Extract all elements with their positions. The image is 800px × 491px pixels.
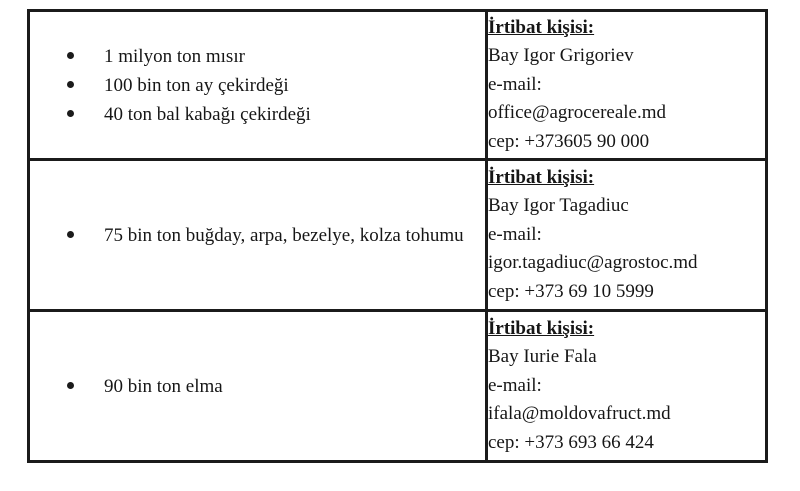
list-item xyxy=(60,221,485,250)
table-row xyxy=(29,160,767,311)
product-text: 40 ton bal kabağı çekirdeği xyxy=(104,103,311,125)
phone-number: cep: +373 69 10 5999 xyxy=(488,280,654,302)
table-row xyxy=(29,11,767,160)
list-item xyxy=(60,71,485,100)
product-text: 90 bin ton elma xyxy=(104,375,223,397)
email-address: ifala@moldovafruct.md xyxy=(488,403,671,424)
contact-cell xyxy=(487,311,767,462)
contact-name: Bay Igor Tagadiuc xyxy=(488,195,629,216)
products-cell xyxy=(29,11,487,160)
products-cell xyxy=(29,311,487,462)
phone-number: cep: +373605 90 000 xyxy=(488,130,650,152)
phone-number: cep: +373 693 66 424 xyxy=(488,431,654,453)
products-cell xyxy=(29,160,487,311)
product-list xyxy=(30,42,485,129)
bullet-icon xyxy=(67,110,74,117)
email-address: office@agrocereale.md xyxy=(488,102,667,123)
bullet-icon xyxy=(67,382,74,389)
list-item xyxy=(60,100,485,129)
product-text: 1 milyon ton mısır xyxy=(104,45,245,67)
contact-title: İrtibat kişisi: xyxy=(488,318,595,339)
contact-cell xyxy=(487,160,767,311)
product-text: 100 bin ton ay çekirdeği xyxy=(104,74,289,96)
list-item xyxy=(60,372,485,401)
product-list xyxy=(30,221,485,250)
product-list xyxy=(30,372,485,401)
contact-title: İrtibat kişisi: xyxy=(488,167,595,188)
bullet-icon xyxy=(67,52,74,59)
bullet-icon xyxy=(67,81,74,88)
email-address: igor.tagadiuc@agrostoc.md xyxy=(488,252,698,273)
email-label: e-mail: xyxy=(488,73,542,95)
bullet-icon xyxy=(67,231,74,238)
contact-title: İrtibat kişisi: xyxy=(488,17,595,38)
contact-name: Bay Igor Grigoriev xyxy=(488,45,634,66)
email-label: e-mail: xyxy=(488,223,542,245)
product-text: 75 bin ton buğday, arpa, bezelye, kolza tohumu xyxy=(104,224,464,246)
contact-cell xyxy=(487,11,767,160)
list-item xyxy=(60,42,485,71)
contact-name: Bay Iurie Fala xyxy=(488,346,597,367)
email-label: e-mail: xyxy=(488,374,542,396)
offers-table xyxy=(27,9,768,463)
table-row xyxy=(29,311,767,462)
